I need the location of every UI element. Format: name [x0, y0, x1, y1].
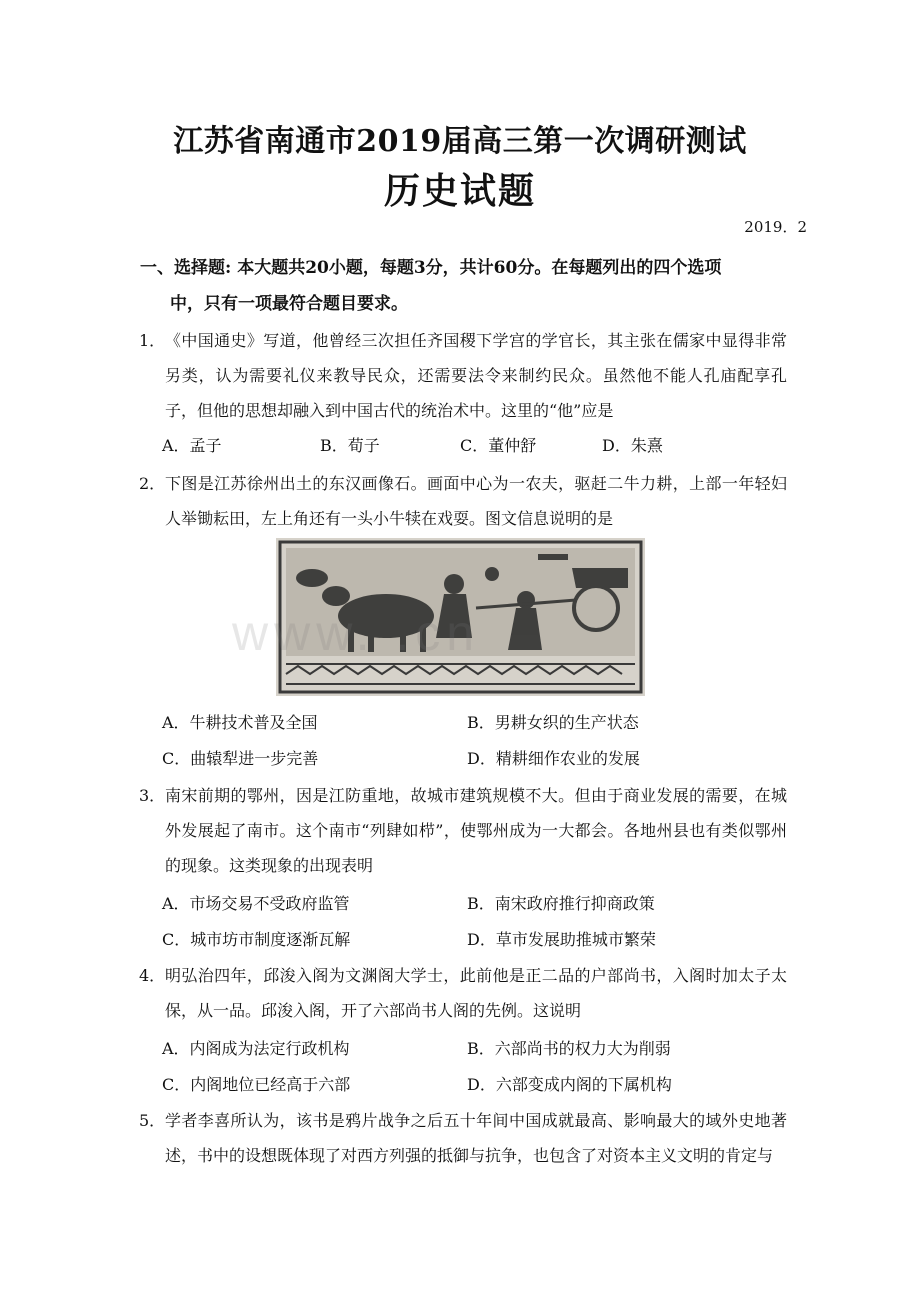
question-3	[139, 778, 787, 883]
option-d: D．草市发展助推城市繁荣	[467, 930, 656, 949]
option-a: A．牛耕技术普及全国	[162, 713, 318, 732]
question-stem: 明弘治四年，邱浚入阁为文渊阁大学士，此前他是正二品的户部尚书，入阁时加太子太保，从一品。邱浚入阁，开了六部尚书人阁的先例。这说明	[165, 966, 787, 1020]
question-stem: 学者李喜所认为，该书是鸦片战争之后五十年间中国成就最高、影响最大的域外史地著述，书中的设想既体现了对西方列强的抵御与抗争，也包含了对资本主义文明的肯定与	[165, 1111, 787, 1165]
question-1	[139, 323, 787, 428]
option-a: A．内阁成为法定行政机构	[162, 1039, 350, 1058]
option-b: B．六部尚书的权力大为削弱	[467, 1039, 671, 1058]
watermark: www. .cn	[232, 605, 481, 661]
section-heading	[140, 250, 790, 322]
option-a: A．孟子	[162, 436, 222, 455]
question-stem: 南宋前期的鄂州，因是江防重地，故城市建筑规模不大。但由于商业发展的需要，在城外发展起了南市。这个南市“列肆如栉”，使鄂州成为一大都会。各地州县也有类似鄂州的现象。这类现象的出现表明	[165, 786, 787, 875]
question-5	[139, 1103, 787, 1173]
question-4	[139, 958, 787, 1028]
option-d: D．朱熹	[602, 436, 663, 455]
option-d: D．精耕细作农业的发展	[467, 749, 640, 768]
question-2	[139, 466, 787, 536]
option-b: B．男耕女织的生产状态	[467, 713, 639, 732]
question-number: 4．	[139, 966, 166, 985]
exam-title: 江苏省南通市2019届高三第一次调研测试	[173, 124, 747, 159]
question-number: 3．	[139, 786, 166, 805]
question-number: 5．	[139, 1111, 166, 1130]
option-b: B．荀子	[320, 436, 380, 455]
question-stem: 下图是江苏徐州出土的东汉画像石。画面中心为一农夫，驱赶二牛力耕，上部一年轻妇人举锄耘田，左上角还有一头小牛犊在戏耍。图文信息说明的是	[165, 474, 787, 528]
option-d: D．六部变成内阁的下属机构	[467, 1075, 672, 1094]
option-c: C．曲辕犁进一步完善	[162, 749, 319, 768]
question-number: 2．	[139, 474, 166, 493]
option-a: A．市场交易不受政府监管	[162, 894, 350, 913]
question-stem: 《中国通史》写道，他曾经三次担任齐国稷下学宫的学官长，其主张在儒家中显得非常另类，认为需要礼仪来教导民众，还需要法令来制约民众。虽然他不能人孔庙配享孔子，但他的思想却融入到中国古代的统治术中。这里的“他”应是	[165, 331, 787, 420]
option-b: B．南宋政府推行抑商政策	[467, 894, 655, 913]
section-heading-line1: 一、选择题: 本大题共20小题，每题3分，共计60分。在每题列出的四个选项	[140, 258, 722, 278]
option-c: C．城市坊市制度逐渐瓦解	[162, 930, 351, 949]
option-c: C．董仲舒	[460, 436, 537, 455]
exam-date: 2019．2	[744, 218, 807, 236]
question-number: 1．	[139, 331, 166, 350]
option-c: C．内阁地位已经高于六部	[162, 1075, 351, 1094]
section-heading-line2: 中，只有一项最符合题目要求。	[170, 294, 408, 314]
subject-title: 历史试题	[383, 170, 536, 212]
